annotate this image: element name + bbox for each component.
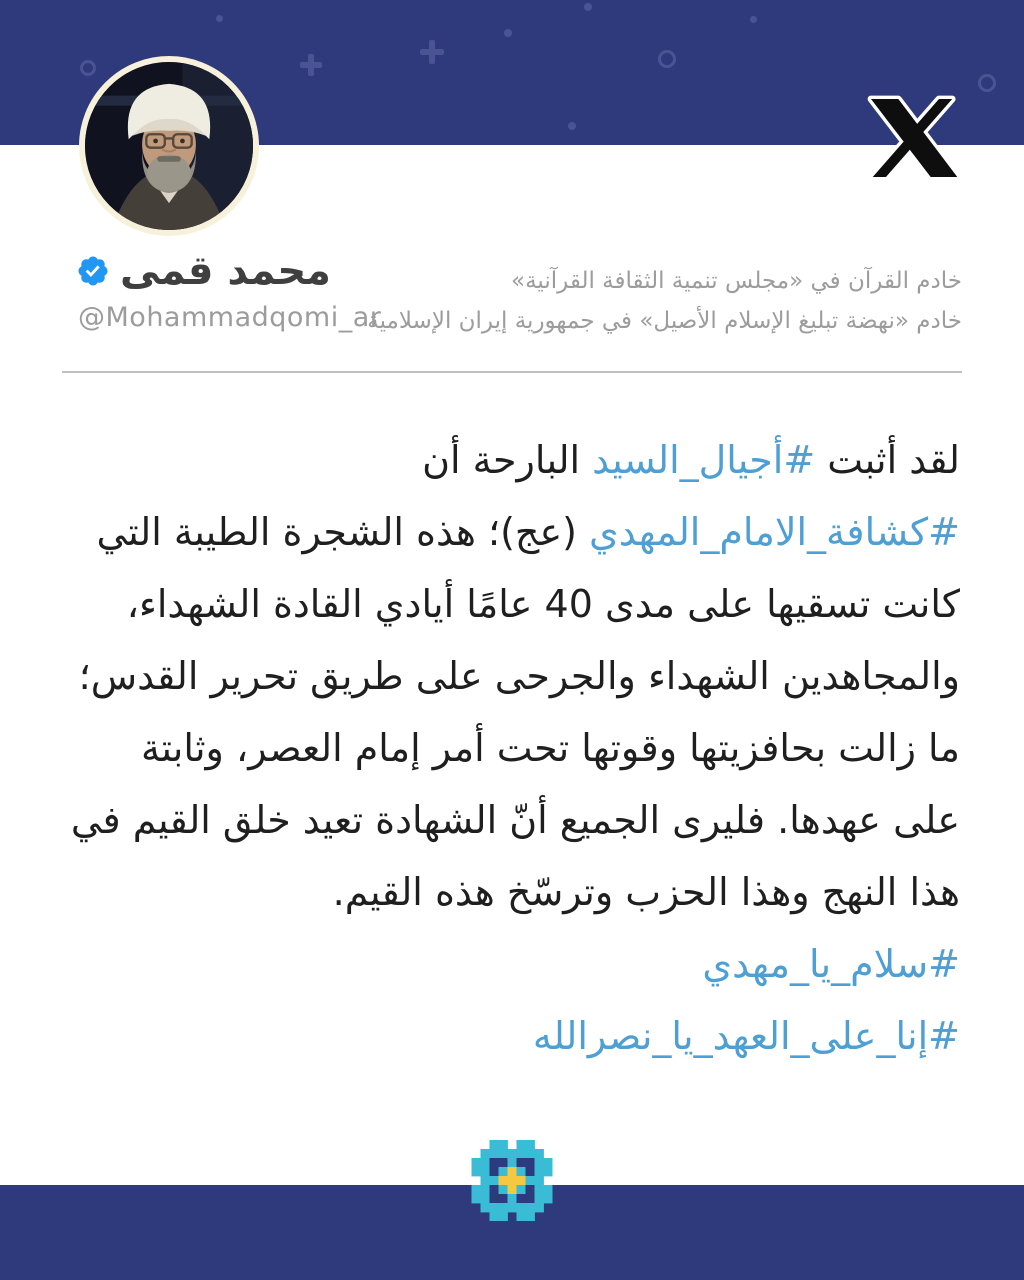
ring-mark-icon: [658, 50, 676, 68]
profile-bio: [367, 261, 962, 341]
tweet-line: [64, 856, 960, 928]
display-name: محمد قمی: [120, 248, 331, 294]
plus-mark-icon: [300, 54, 322, 76]
tweet-text: (عج)؛ هذه الشجرة الطيبة التي: [96, 510, 590, 554]
dot-mark-icon: [216, 15, 223, 22]
tweet-text: والمجاهدين الشهداء والجرحى على طريق تحرير القدس؛: [78, 654, 960, 698]
verified-badge-icon: [76, 254, 110, 288]
dot-mark-icon: [750, 16, 757, 23]
tweet-line: [64, 640, 960, 712]
ring-mark-icon: [80, 60, 96, 76]
bio-line-1: خادم القرآن في «مجلس تنمية الثقافة القرآنية»: [511, 268, 962, 294]
hashtag-link[interactable]: #سلام_يا_مهدي: [702, 942, 960, 986]
hashtag-link[interactable]: #كشافة_الامام_المهدي: [589, 510, 960, 554]
profile-name-row: [76, 248, 331, 294]
tweet-line: [64, 784, 960, 856]
tweet-line: [64, 496, 960, 568]
tweet-line: [64, 928, 960, 1000]
tweet-line: [64, 712, 960, 784]
dot-mark-icon: [584, 3, 592, 11]
tweet-line: [64, 568, 960, 640]
tweet-line: [64, 424, 960, 496]
dot-mark-icon: [568, 122, 576, 130]
hashtag-link[interactable]: #إنا_على_العهد_يا_نصرالله: [532, 1014, 960, 1058]
avatar-portrait: [85, 62, 253, 230]
dot-mark-icon: [504, 29, 512, 37]
tweet-text: كانت تسقيها على مدى 40 عامًا أيادي القادة الشهداء،: [126, 582, 960, 626]
hashtag-link[interactable]: #أجيال_السيد: [592, 438, 816, 482]
tweet-text: على عهدها. فليرى الجميع أنّ الشهادة تعيد خلق القيم في: [70, 798, 960, 842]
bio-line-2: خادم «نهضة تبليغ الإسلام الأصيل» في جمهورية إيران الإسلامية: [367, 308, 962, 334]
tweet-text: هذا النهج وهذا الحزب وترسّخ هذه القيم.: [332, 870, 960, 914]
avatar[interactable]: [79, 56, 259, 236]
tweet-body: [64, 424, 960, 1072]
ring-mark-icon: [978, 74, 996, 92]
tweet-text: البارحة أن: [422, 438, 593, 482]
plus-mark-icon: [420, 40, 444, 64]
brand-logo-icon: [472, 1140, 553, 1221]
user-handle[interactable]: @Mohammadqomi_ar: [78, 302, 382, 333]
tweet-text: لقد أثبت: [815, 438, 960, 482]
tweet-text: ما زالت بحافزيتها وقوتها تحت أمر إمام العصر، وثابتة: [140, 726, 960, 770]
tweet-line: [64, 1000, 960, 1072]
header-divider: [62, 371, 962, 373]
x-logo-icon[interactable]: [866, 90, 962, 188]
